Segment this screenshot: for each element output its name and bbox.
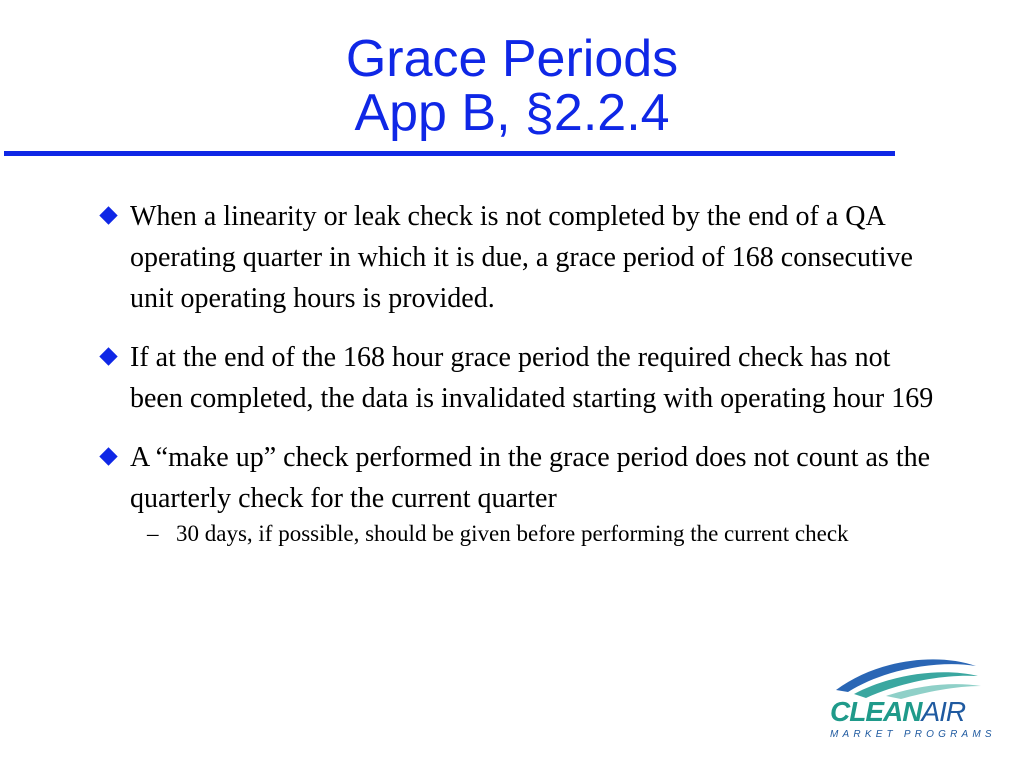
logo-tagline: MARKET PROGRAMS: [830, 729, 996, 740]
clean-air-logo: [826, 652, 996, 744]
bullet-list: [94, 196, 944, 563]
dash-bullet-icon: –: [147, 521, 159, 546]
swoosh-icon: [826, 652, 986, 702]
sub-bullet-text: 30 days, if possible, should be given before performing the current check: [176, 521, 849, 546]
diamond-bullet-icon: [99, 347, 117, 365]
bullet-item-1: [94, 196, 944, 319]
diamond-bullet-icon: [99, 206, 117, 224]
bullet-item-3: [94, 437, 944, 551]
sub-bullet-item: [94, 517, 976, 551]
title-divider: [4, 151, 895, 156]
bullet-text: When a linearity or leak check is not completed by the end of a QA operating quarter in which it is due, a grace period of 168 consecutive unit operating hours is provided.: [130, 201, 913, 314]
bullet-text: A “make up” check performed in the grace period does not count as the quarterly check for the current quarter: [130, 442, 931, 514]
logo-wordmark: CLEANAIR: [830, 696, 966, 727]
slide-title: [0, 32, 1024, 140]
title-line-2: App B, §2.2.4: [354, 84, 670, 142]
diamond-bullet-icon: [99, 447, 117, 465]
bullet-text: If at the end of the 168 hour grace period the required check has not been completed, the data is invalidated starting with operating hour 169: [130, 342, 934, 414]
bullet-item-2: [94, 337, 944, 419]
title-line-1: Grace Periods: [345, 30, 679, 88]
